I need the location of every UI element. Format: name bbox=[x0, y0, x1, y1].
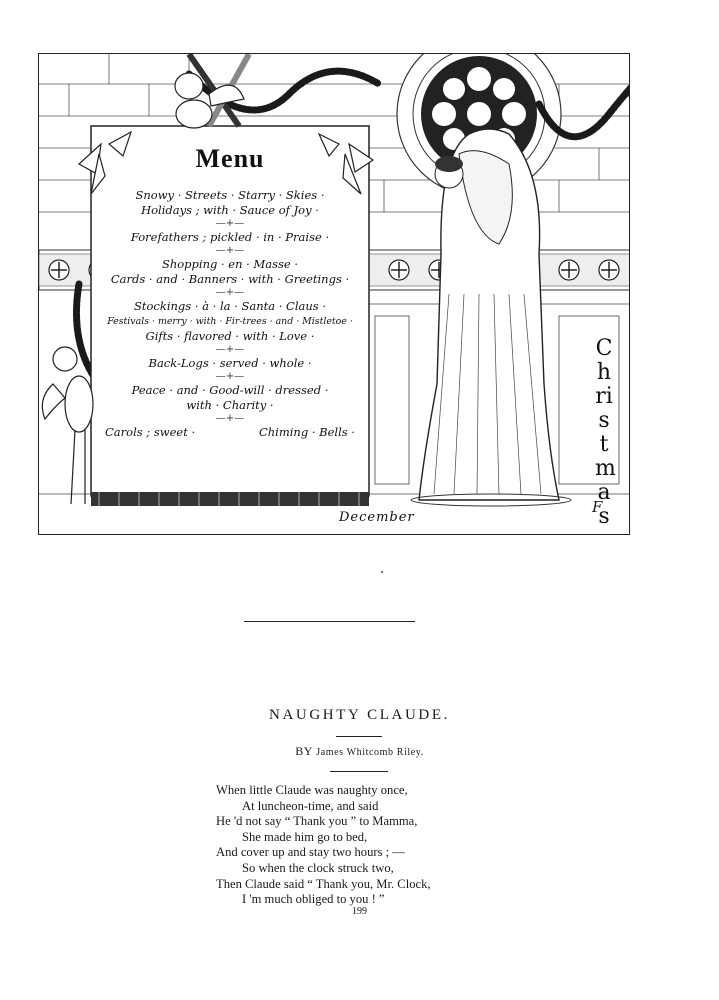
menu-item: Cards · and · Banners · with · Greetings · bbox=[110, 272, 350, 286]
poem-line: He 'd not say “ Thank you ” to Mamma, bbox=[216, 814, 418, 829]
byline-author: James Whitcomb Riley. bbox=[316, 747, 424, 758]
print-speck bbox=[381, 571, 383, 573]
mother-and-child bbox=[411, 129, 571, 506]
cupid-left bbox=[42, 347, 93, 504]
menu-separator: —+— bbox=[215, 287, 245, 298]
poem-line: And cover up and stay two hours ; — bbox=[216, 845, 405, 860]
poem-byline bbox=[0, 744, 719, 759]
menu-item: Shopping · en · Masse · bbox=[161, 257, 299, 271]
menu-last-row bbox=[91, 425, 369, 439]
artist-monogram: F bbox=[592, 498, 603, 516]
byline-prefix: BY bbox=[295, 744, 317, 758]
menu-item: Chiming · Bells · bbox=[258, 425, 355, 439]
poem-body bbox=[216, 783, 431, 908]
menu-item: Carols ; sweet · bbox=[105, 425, 196, 439]
menu-separator: —+— bbox=[215, 245, 245, 256]
menu-item: with · Charity · bbox=[186, 398, 274, 412]
poem-line: So when the clock struck two, bbox=[242, 860, 394, 875]
menu-item: Holidays ; with · Sauce of Joy · bbox=[141, 203, 319, 217]
menu-separator: —+— bbox=[215, 371, 245, 382]
menu-text-block bbox=[91, 144, 369, 439]
menu-separator: —+— bbox=[215, 218, 245, 229]
christmas-illustration bbox=[38, 53, 630, 535]
poem-title: NAUGHTY CLAUDE. bbox=[269, 707, 450, 723]
menu-title: Menu bbox=[195, 144, 265, 173]
menu-item: Festivals · merry · with · Fir-trees · and · Mistletoe · bbox=[107, 316, 353, 327]
page-number: 199 bbox=[352, 906, 367, 917]
poem-line: When little Claude was naughty once, bbox=[216, 783, 408, 797]
menu-item: Back-Logs · served · whole · bbox=[148, 356, 312, 370]
poem-line: She made him go to bed, bbox=[242, 829, 368, 844]
menu-separator: —+— bbox=[215, 413, 245, 424]
menu-item: Peace · and · Good-will · dressed · bbox=[131, 383, 329, 397]
section-divider bbox=[244, 621, 415, 622]
menu-separator: —+— bbox=[215, 344, 245, 355]
poem-line: Then Claude said “ Thank you, Mr. Clock, bbox=[216, 876, 431, 891]
byline-rule bbox=[330, 771, 388, 772]
title-rule bbox=[336, 736, 382, 737]
side-label-text: Christmas bbox=[595, 336, 616, 529]
menu-item: Stockings · à · la · Santa · Claus · bbox=[133, 299, 326, 313]
month-label: December bbox=[339, 510, 415, 525]
menu-item: Gifts · flavored · with · Love · bbox=[145, 329, 315, 343]
menu-item: Forefathers ; pickled · in · Praise · bbox=[130, 230, 330, 244]
poem-line: I 'm much obliged to you ! ” bbox=[242, 892, 385, 907]
poem-line: At luncheon-time, and said bbox=[242, 798, 379, 813]
menu-item: Snowy · Streets · Starry · Skies · bbox=[135, 188, 325, 202]
